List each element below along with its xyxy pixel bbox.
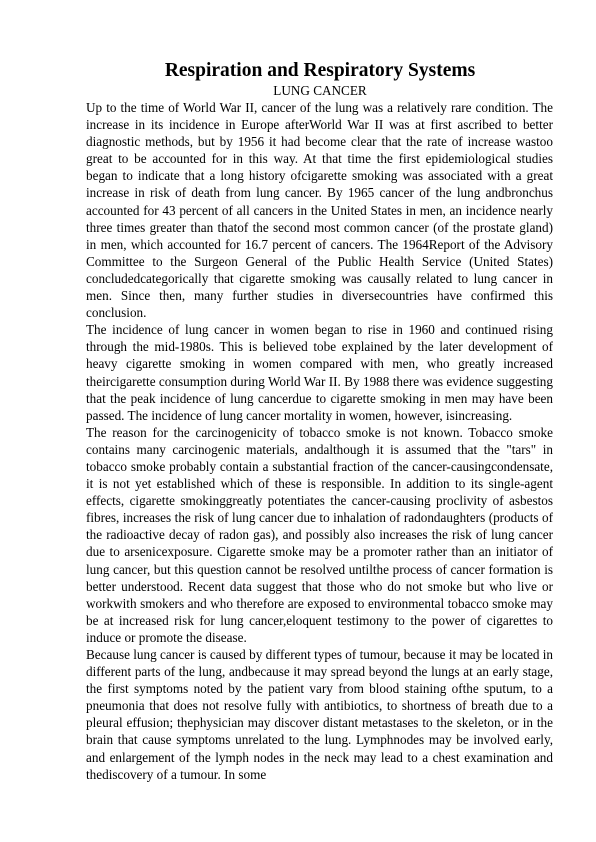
paragraph-symptoms: Because lung cancer is caused by different types of tumour, because it may be located in different parts of the lung, andbecause it may spread beyond the lungs at an early stage, the first symptoms noted by the patient vary from blood staining ofthe sputum, to a pneumonia that does not resolve fully with antibiotics, to shortness of breath due to a pleural effusion; thephysician may discover distant metastases to the skeleton, or in the brain that cause symptoms unrelated to the lung. Lymphnodes may be involved early, and enlargement of the lymph nodes in the neck may lead to a chest examination and thediscovery of a tumour. In some <box>86 647 553 782</box>
section-heading: LUNG CANCER <box>273 83 367 98</box>
paragraph-women-incidence: The incidence of lung cancer in women began to rise in 1960 and continued rising through the mid-1980s. This is believed tobe explained by the later development of heavy cigarette smoking in women compared with men, who greatly increased theircigarette consumption during World War II. By 1988 there was evidence suggesting that the peak incidence of lung cancerdue to cigarette smoking in men may have been passed. The incidence of lung cancer mortality in women, however, isincreasing. <box>86 322 553 423</box>
document-title: Respiration and Respiratory Systems <box>164 60 476 81</box>
paragraph-carcinogenicity: The reason for the carcinogenicity of tobacco smoke is not known. Tobacco smoke contains many carcinogenic materials, andalthough it is assumed that the "tars" in tobacco smoke probably contain a substantial fraction of the cancer-causingcondensate, it is not yet established which of these is responsible. In addition to its single-agent effects, cigarette smokinggreatly potentiates the cancer-causing proclivity of asbestos fibres, increases the risk of lung cancer due to inhalation of radondaughters (products of the radioactive decay of radon gas), and possibly also increases the risk of lung cancer due to arsenicexposure. Cigarette smoke may be a promoter rather than an initiator of lung cancer, but this question cannot be resolved untilthe process of cancer formation is better understood. Recent data suggest that those who do not smoke but who live or workwith smokers and who therefore are exposed to environmental tobacco smoke may be at increased risk for lung cancer,eloquent testimony to the power of cigarettes to induce or promote the disease. <box>86 424 553 645</box>
body-text <box>86 99 553 783</box>
paragraph-history: Up to the time of World War II, cancer of the lung was a relatively rare condition. The increase in its incidence in Europe afterWorld War II was at first ascribed to better diagnostic methods, but by 1956 it had become clear that the rate of increase wastoo great to be accounted for in this way. At that time the first epidemiological studies began to indicate that a long history ofcigarette smoking was associated with a great increase in risk of death from lung cancer. By 1965 cancer of the lung andbronchus accounted for 43 percent of all cancers in the United States in men, an incidence nearly three times greater than thatof the second most common cancer (of the prostate gland) in men, which accounted for 16.7 percent of cancers. The 1964Report of the Advisory Committee to the Surgeon General of the Public Health Service (United States) concludedcategorically that cigarette smoking was causally related to lung cancer in men. Since then, many further studies in diversecountries have confirmed this conclusion. <box>86 100 553 321</box>
